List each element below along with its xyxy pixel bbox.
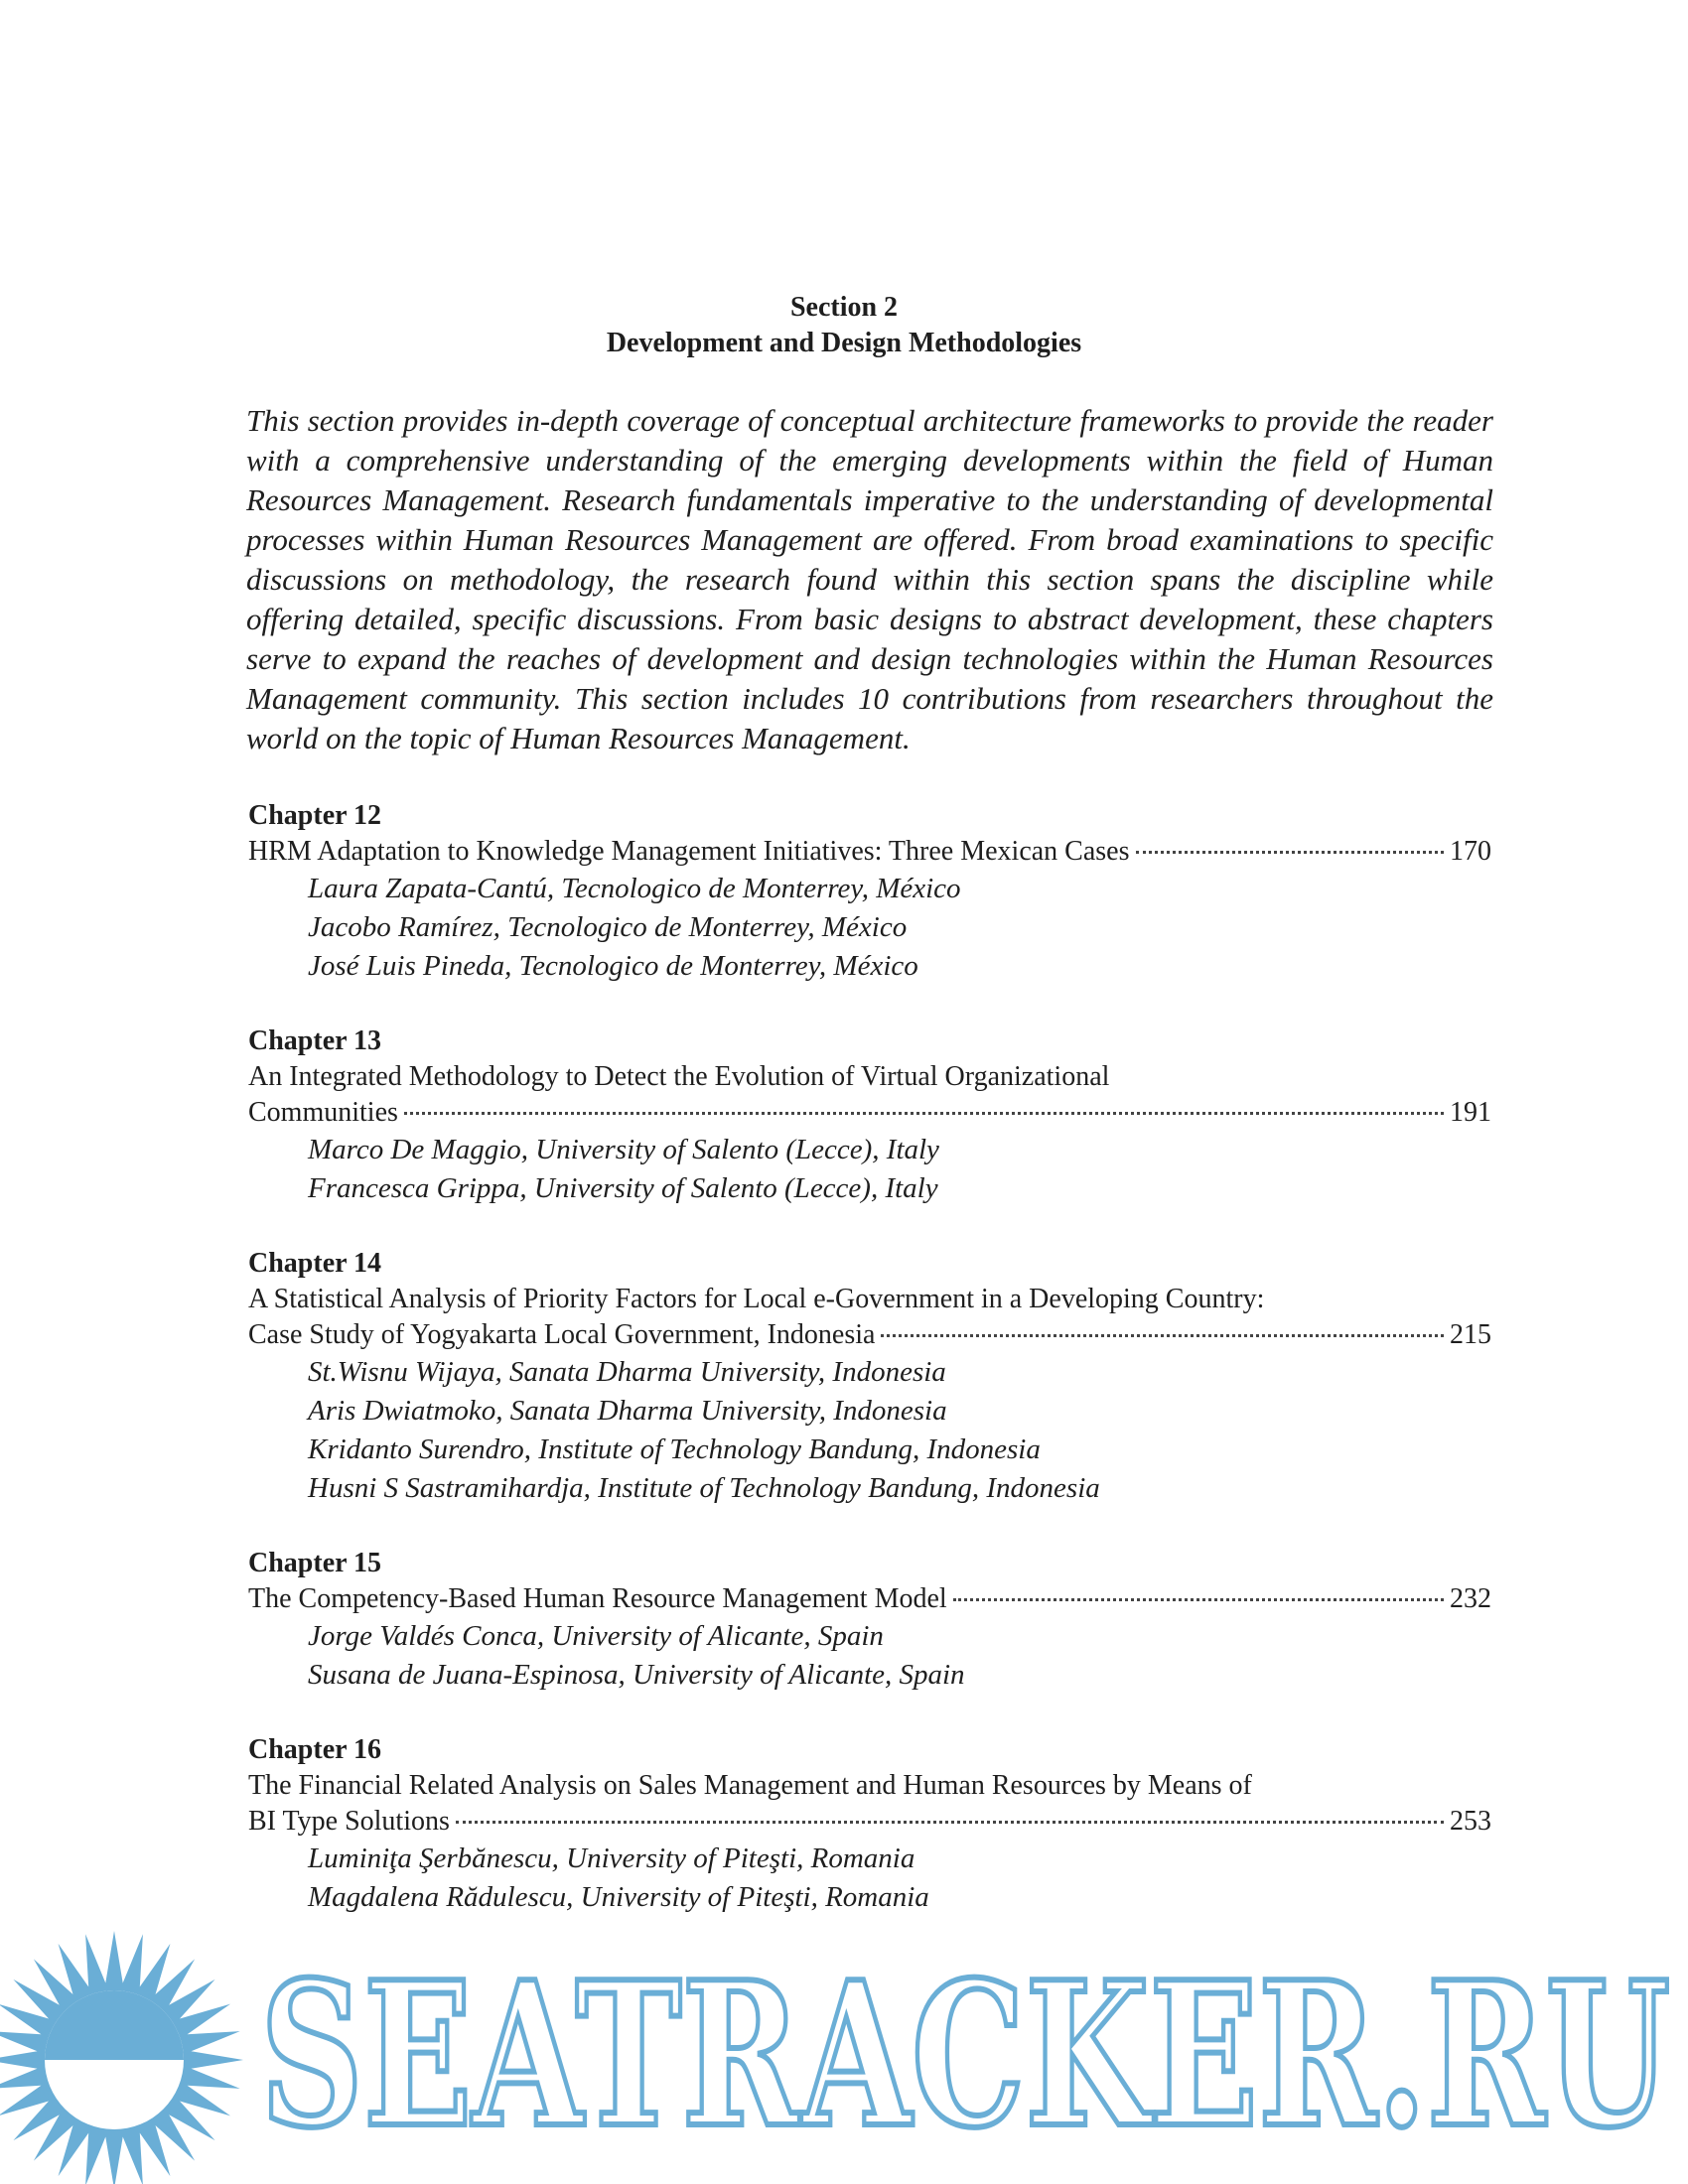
chapter-toc-line bbox=[248, 1317, 1491, 1353]
leader-dots bbox=[456, 1821, 1444, 1824]
chapter-title-line: Case Study of Yogyakarta Local Government, Indonesia bbox=[248, 1319, 876, 1350]
leader-dots bbox=[404, 1112, 1444, 1115]
chapter-author: Jorge Valdés Conca, University of Alicante, Spain bbox=[308, 1620, 884, 1652]
chapter-title-line: The Competency-Based Human Resource Management Model bbox=[248, 1583, 947, 1614]
chapter-label: Chapter 14 bbox=[248, 1248, 382, 1279]
chapter-author: Susana de Juana-Espinosa, University of Alicante, Spain bbox=[308, 1659, 965, 1691]
sun-logo-icon bbox=[0, 1931, 243, 2184]
chapter-entry bbox=[248, 1246, 1491, 1508]
page-number: 253 bbox=[1450, 1806, 1491, 1837]
page-number: 232 bbox=[1450, 1583, 1491, 1614]
chapter-author: Aris Dwiatmoko, Sanata Dharma University, Indonesia bbox=[308, 1395, 947, 1427]
chapter-label: Chapter 16 bbox=[248, 1734, 382, 1765]
chapter-author: Jacobo Ramírez, Tecnologico de Monterrey, México bbox=[308, 911, 908, 943]
chapter-label: Chapter 13 bbox=[248, 1025, 382, 1056]
chapter-author: Luminiţa Şerbănescu, University of Piteşti, Romania bbox=[308, 1843, 915, 1874]
chapter-title-line: BI Type Solutions bbox=[248, 1806, 450, 1837]
chapter-toc-line bbox=[248, 1581, 1491, 1617]
page-number: 191 bbox=[1450, 1097, 1491, 1128]
chapter-toc-line bbox=[248, 1804, 1491, 1840]
chapter-author: Magdalena Rădulescu, University of Piteşti, Romania bbox=[308, 1881, 929, 1913]
chapter-title-line: Communities bbox=[248, 1097, 398, 1128]
chapter-title-line: The Financial Related Analysis on Sales Management and Human Resources by Means of bbox=[248, 1770, 1252, 1801]
section-intro: This section provides in-depth coverage of conceptual architecture frameworks to provide the reader with a comprehensive understanding of the emerging developments within the field of Human Resources Management. Research fundamentals imperative to the understanding of developmental processes within Human Resources Management are offered. From broad examinations to specific discussions on methodology, the research found within this section spans the discipline while offering detailed, specific discussions. From basic designs to abstract development, these chapters serve to expand the reaches of development and design technologies within the Human Resources Management community. This section includes 10 contributions from researchers throughout the world on the topic of Human Resources Management. bbox=[246, 403, 1493, 755]
section-title: Development and Design Methodologies bbox=[606, 328, 1082, 358]
leader-dots bbox=[881, 1334, 1444, 1337]
section-number: Section 2 bbox=[789, 292, 899, 323]
leader-dots bbox=[1136, 851, 1445, 854]
chapter-entry bbox=[248, 1732, 1491, 1917]
chapter-title-line: An Integrated Methodology to Detect the Evolution of Virtual Organizational bbox=[248, 1061, 1110, 1092]
chapter-author: St.Wisnu Wijaya, Sanata Dharma University, Indonesia bbox=[308, 1356, 946, 1388]
chapter-entry bbox=[248, 1024, 1491, 1208]
chapter-label: Chapter 12 bbox=[248, 800, 382, 831]
chapter-author: José Luis Pineda, Tecnologico de Monterrey, México bbox=[308, 950, 918, 982]
chapter-entry bbox=[248, 798, 1491, 986]
page-number: 215 bbox=[1450, 1319, 1491, 1350]
chapter-title-line: A Statistical Analysis of Priority Factors for Local e-Government in a Developing Country: bbox=[248, 1284, 1265, 1314]
chapter-author: Marco De Maggio, University of Salento (Lecce), Italy bbox=[308, 1134, 939, 1165]
watermark bbox=[0, 1926, 1688, 2184]
chapter-label: Chapter 15 bbox=[248, 1548, 382, 1578]
chapter-toc-line bbox=[248, 834, 1491, 870]
table-of-contents bbox=[248, 798, 1491, 1955]
chapter-title-line: HRM Adaptation to Knowledge Management Initiatives: Three Mexican Cases bbox=[248, 836, 1130, 867]
chapter-toc-line bbox=[248, 1095, 1491, 1131]
chapter-author: Laura Zapata-Cantú, Tecnologico de Monterrey, México bbox=[308, 873, 961, 904]
chapter-author: Kridanto Surendro, Institute of Technology Bandung, Indonesia bbox=[308, 1433, 1041, 1465]
leader-dots bbox=[953, 1598, 1444, 1601]
chapter-author: Husni S Sastramihardja, Institute of Technology Bandung, Indonesia bbox=[308, 1472, 1100, 1504]
watermark-text: SEATRACKER.RU bbox=[260, 1939, 1670, 2172]
chapter-entry bbox=[248, 1546, 1491, 1695]
page-number: 170 bbox=[1450, 836, 1491, 867]
chapter-author: Francesca Grippa, University of Salento (Lecce), Italy bbox=[308, 1172, 938, 1204]
